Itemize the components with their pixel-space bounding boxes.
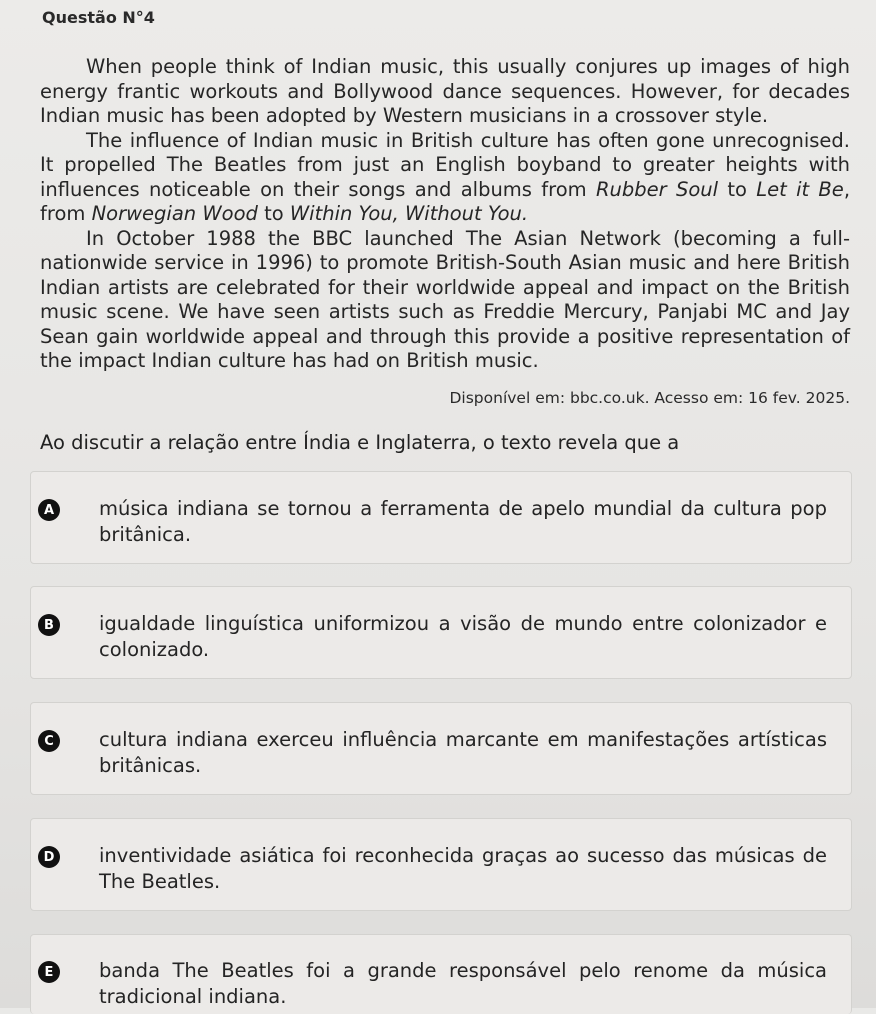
option-text-line1: inventividade asiática foi reconhecida graças ao sucesso das músicas de (99, 844, 827, 867)
option-letter-badge: A (38, 499, 60, 521)
p2-text-a: The influence of Indian music in British culture has often gone unrecognised. It propelled The Beatles from just an English boyband to greater heights with influences noticeable on their songs and albums from (40, 128, 850, 201)
option-text-line1: música indiana se tornou a ferramenta de apelo mundial da cultura pop (99, 497, 827, 520)
album-rubber-soul: Rubber Soul (595, 177, 719, 201)
option-text-line1: cultura indiana exerceu influência marcante em manifestações artísticas (99, 728, 827, 751)
option-text-line2: The Beatles. (99, 870, 221, 893)
option-letter-badge: C (38, 730, 60, 752)
option-e[interactable] (30, 934, 852, 1014)
option-letter-badge: E (38, 961, 60, 983)
album-let-it-be: Let it Be (756, 177, 844, 201)
option-text-line1: banda The Beatles foi a grande responsável pelo renome da música (99, 959, 827, 982)
passage-paragraph-2 (40, 129, 850, 227)
source-citation: Disponível em: bbc.co.uk. Acesso em: 16 fev. 2025. (449, 389, 850, 407)
passage-paragraph-3: In October 1988 the BBC launched The Asian Network (becoming a full-nationwide service in 1996) to promote British-South Asian music and here British Indian artists are celebrated for their worldwide appeal and impact on the British music scene. We have seen artists such as Freddie Mercury, Panjabi MC and Jay Sean gain worldwide appeal and through this provide a positive representation of the impact Indian culture has had on British music. (40, 226, 850, 372)
question-title: Questão N°4 (42, 8, 155, 27)
option-b[interactable] (30, 586, 852, 679)
passage (40, 55, 850, 374)
option-c[interactable] (30, 702, 852, 795)
option-text-line2: britânica. (99, 523, 192, 546)
option-d[interactable] (30, 818, 852, 911)
question-stem: Ao discutir a relação entre Índia e Inglaterra, o texto revela que a (40, 431, 680, 454)
option-text-line2: britânicas. (99, 754, 202, 777)
song-norwegian-wood: Norwegian Wood (91, 202, 258, 225)
option-a[interactable] (30, 471, 852, 564)
option-text-line2: colonizado. (99, 638, 210, 661)
p2-text-b: to (718, 177, 757, 201)
p2-text-d: to (257, 202, 290, 225)
option-text-line1: igualdade linguística uniformizou a visão de mundo entre colonizador e (99, 612, 827, 635)
passage-paragraph-1: When people think of Indian music, this usually conjures up images of high energy frantic workouts and Bollywood dance sequences. However, for decades Indian music has been adopted by Western musicians in a crossover style. (40, 55, 850, 127)
p2-text-c: , from (40, 177, 851, 225)
option-text-line2: tradicional indiana. (99, 985, 287, 1008)
song-within-you: Within You, Without You. (289, 202, 529, 225)
option-letter-badge: D (38, 846, 60, 868)
option-letter-badge: B (38, 614, 60, 636)
